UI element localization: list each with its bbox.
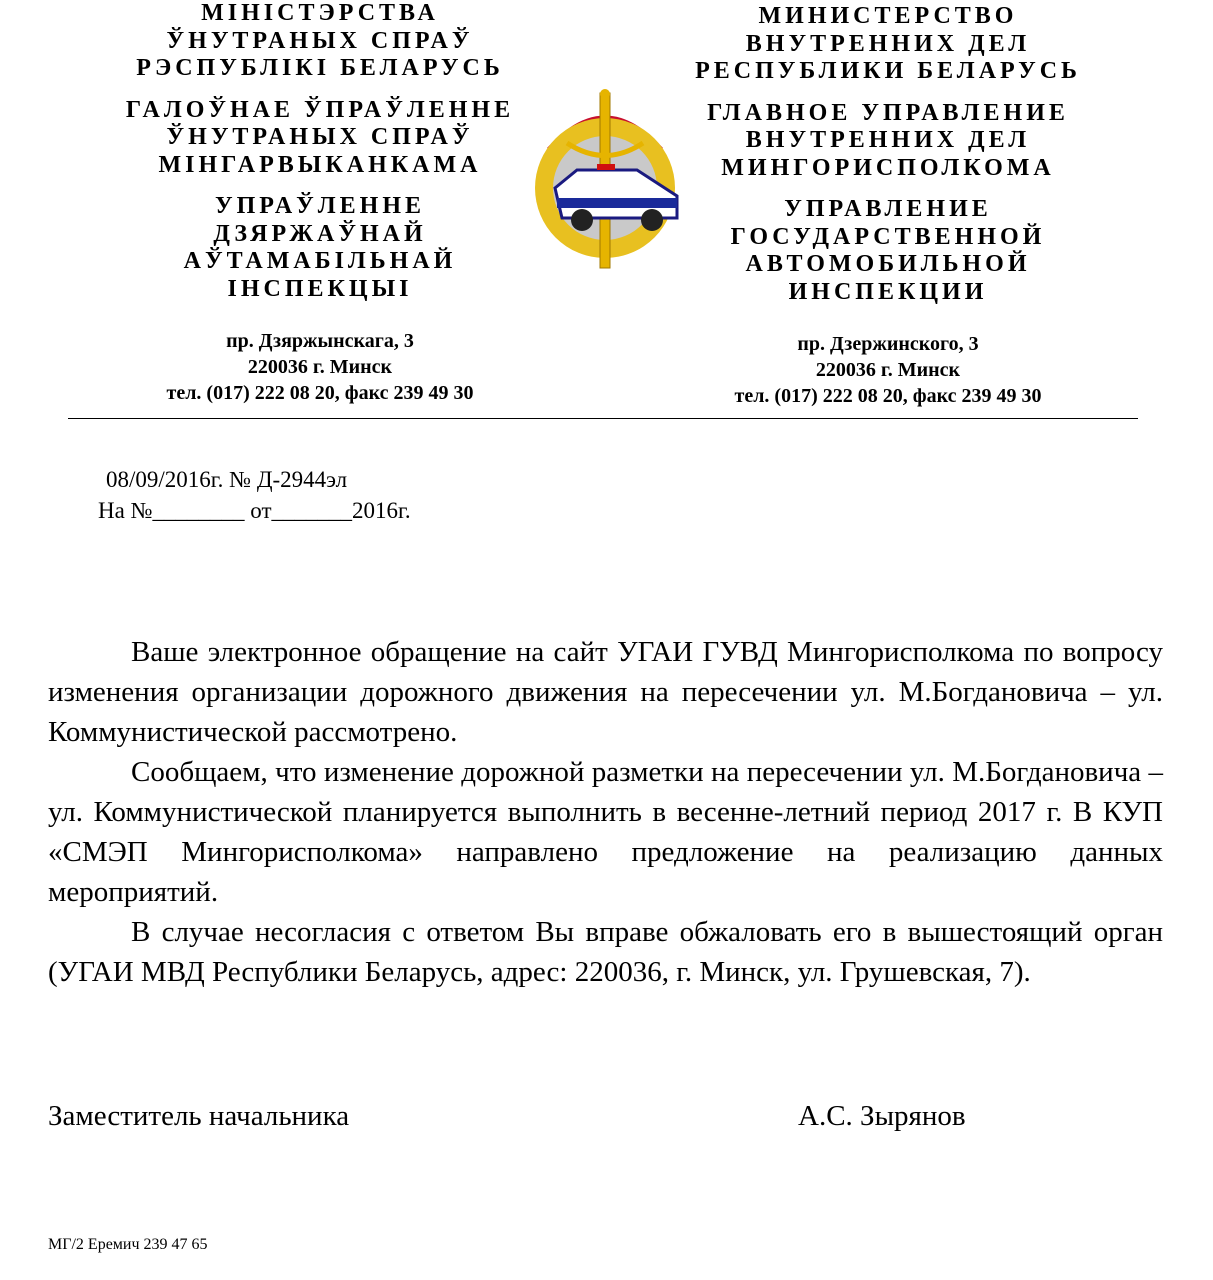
line: ГОСУДАРСТВЕННОЙ <box>730 223 1046 250</box>
line: ВНУТРЕННИХ ДЕЛ <box>745 30 1031 57</box>
executor-note: МГ/2 Еремич 239 47 65 <box>48 1236 208 1253</box>
address <box>60 328 580 406</box>
line: ГЛАВНОЕ УПРАВЛЕНИЕ <box>707 99 1069 126</box>
line: ЎНУТРАНЫХ СПРАЎ <box>166 27 474 54</box>
main-dept-name <box>60 97 580 180</box>
paragraph: В случае несогласия с ответом Вы вправе обжаловать его в вышестоящий орган (УГАИ МВД Республики Беларусь, адрес: 220036, г. Минск, ул. Грушевская, 7). <box>48 916 1163 988</box>
signatory-position: Заместитель начальника <box>48 1100 350 1132</box>
line: 220036 г. Минск <box>247 356 393 378</box>
dept-name <box>60 193 580 303</box>
line: РЕСПУБЛИКИ БЕЛАРУСЬ <box>695 58 1081 84</box>
line: тел. (017) 222 08 20, факс 239 49 30 <box>166 382 474 404</box>
line: УПРАЎЛЕННЕ <box>214 193 426 219</box>
ministry-name <box>628 3 1148 86</box>
line: 220036 г. Минск <box>815 359 961 381</box>
header-belarusian <box>60 0 580 406</box>
line: МІНГАРВЫКАНКАМА <box>158 151 482 178</box>
line: АЎТАМАБІЛЬНАЙ <box>183 248 457 274</box>
ministry-name <box>60 0 580 83</box>
line: ИНСПЕКЦИИ <box>788 278 988 305</box>
outgoing-reference: 08/09/2016г. № Д-2944эл <box>106 467 348 492</box>
incoming-reference: На №________ от_______2016г. <box>98 498 411 523</box>
line: ДЗЯРЖАЎНАЙ <box>213 220 427 247</box>
line: ГАЛОЎНАЕ ЎПРАЎЛЕННЕ <box>125 96 515 123</box>
line: тел. (017) 222 08 20, факс 239 49 30 <box>734 385 1042 407</box>
paragraph: Сообщаем, что изменение дорожной разметки на пересечении ул. М.Богдановича – ул. Коммунистической планируется выполнить в весенне-летний период 2017 г. В КУП «СМЭП Мингорисполкома» направлено предложение на реализацию данных мероприятий. <box>48 756 1163 908</box>
line: пр. Дзяржынскага, 3 <box>226 330 414 352</box>
main-dept-name <box>628 100 1148 183</box>
dept-name <box>628 196 1148 306</box>
header-divider <box>68 418 1138 419</box>
line: УПРАВЛЕНИЕ <box>784 196 992 222</box>
line: РЭСПУБЛІКІ БЕЛАРУСЬ <box>136 55 504 81</box>
line: МИНГОРИСПОЛКОМА <box>721 154 1055 181</box>
header-russian <box>628 3 1148 409</box>
signatory-name: А.С. Зырянов <box>798 1100 966 1132</box>
line: АВТОМОБИЛЬНОЙ <box>745 251 1031 277</box>
line: пр. Дзержинского, 3 <box>797 333 979 355</box>
paragraph: Ваше электронное обращение на сайт УГАИ ГУВД Мингорисполкома по вопросу изменения организации дорожного движения на пересечении ул. М.Богдановича – ул. Коммунистической рассмотрено. <box>48 636 1163 748</box>
line: МИНИСТЕРСТВО <box>758 3 1018 29</box>
line: ВНУТРЕННИХ ДЕЛ <box>745 127 1031 153</box>
address <box>628 331 1148 409</box>
line: ІНСПЕКЦЫІ <box>227 275 413 302</box>
line: МІНІСТЭРСТВА <box>201 0 439 26</box>
line: ЎНУТРАНЫХ СПРАЎ <box>166 124 474 150</box>
letter-body <box>48 632 1163 992</box>
